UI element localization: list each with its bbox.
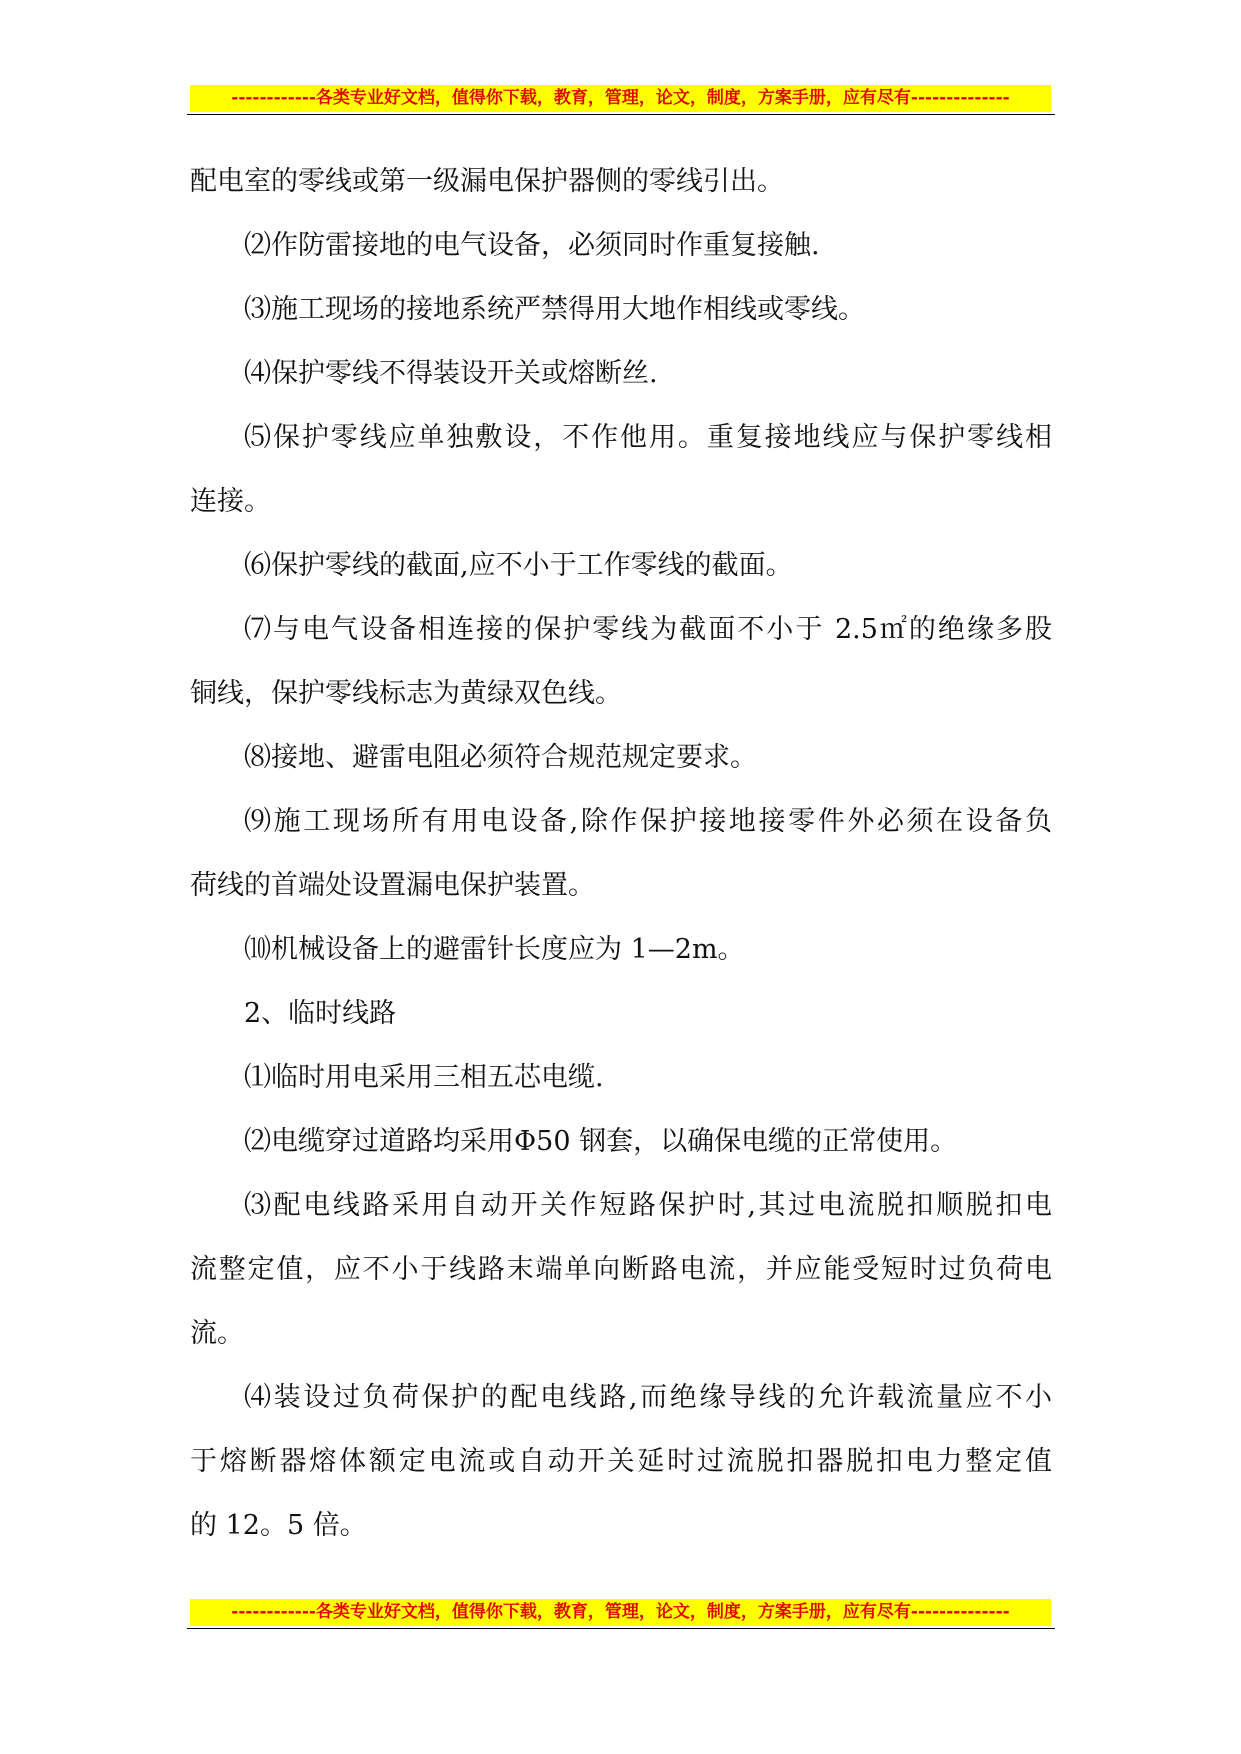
- body-line: 流。: [190, 1318, 244, 1349]
- footer-rule: [187, 1628, 1055, 1629]
- body-line: 于熔断器熔体额定电流或自动开关延时过流脱扣器脱扣电力整定值: [190, 1446, 1052, 1477]
- body-line: ⑼施工现场所有用电设备,除作保护接地接零件外必须在设备负: [244, 806, 1052, 837]
- body-line: ⑸保护零线应单独敷设，不作他用。重复接地线应与保护零线相: [244, 422, 1052, 453]
- body-line: ⑶配电线路采用自动开关作短路保护时,其过电流脱扣顺脱扣电: [244, 1190, 1052, 1221]
- body-line: ⑵电缆穿过道路均采用Φ50 钢套，以确保电缆的正常使用。: [244, 1126, 958, 1157]
- body-line: ⑶施工现场的接地系统严禁得用大地作相线或零线。: [244, 294, 865, 325]
- footer-banner: ------------各类专业好文档，值得你下载，教育，管理，论文，制度，方案手册，应有尽有--------------: [190, 1599, 1051, 1626]
- body-line: ⑵作防雷接地的电气设备，必须同时作重复接触.: [244, 230, 820, 261]
- body-line: ⑺与电气设备相连接的保护零线为截面不小于 2.5㎡的绝缘多股: [244, 614, 1052, 645]
- body-line: 连接。: [190, 486, 271, 517]
- body-line: 配电室的零线或第一级漏电保护器侧的零线引出。: [190, 166, 784, 197]
- body-line: 荷线的首端处设置漏电保护装置。: [190, 870, 595, 901]
- body-line: ⑽机械设备上的避雷针长度应为 1—2m。: [244, 934, 745, 965]
- body-line: ⑴临时用电采用三相五芯电缆.: [244, 1062, 604, 1093]
- header-banner: ------------各类专业好文档，值得你下载，教育，管理，论文，制度，方案手册，应有尽有--------------: [190, 85, 1051, 112]
- body-line: ⑹保护零线的截面,应不小于工作零线的截面。: [244, 550, 793, 581]
- body-line: ⑻接地、避雷电阻必须符合规范规定要求。: [244, 742, 757, 773]
- body-line: 的 12。5 倍。: [190, 1510, 367, 1541]
- body-line: ⑷装设过负荷保护的配电线路,而绝缘导线的允许载流量应不小: [244, 1382, 1052, 1413]
- body-line: 铜线，保护零线标志为黄绿双色线。: [190, 678, 622, 709]
- header-rule: [187, 114, 1055, 115]
- body-line: ⑷保护零线不得装设开关或熔断丝.: [244, 358, 658, 389]
- body-line: 流整定值，应不小于线路末端单向断路电流，并应能受短时过负荷电: [190, 1254, 1052, 1285]
- section-heading: 2、临时线路: [244, 998, 397, 1029]
